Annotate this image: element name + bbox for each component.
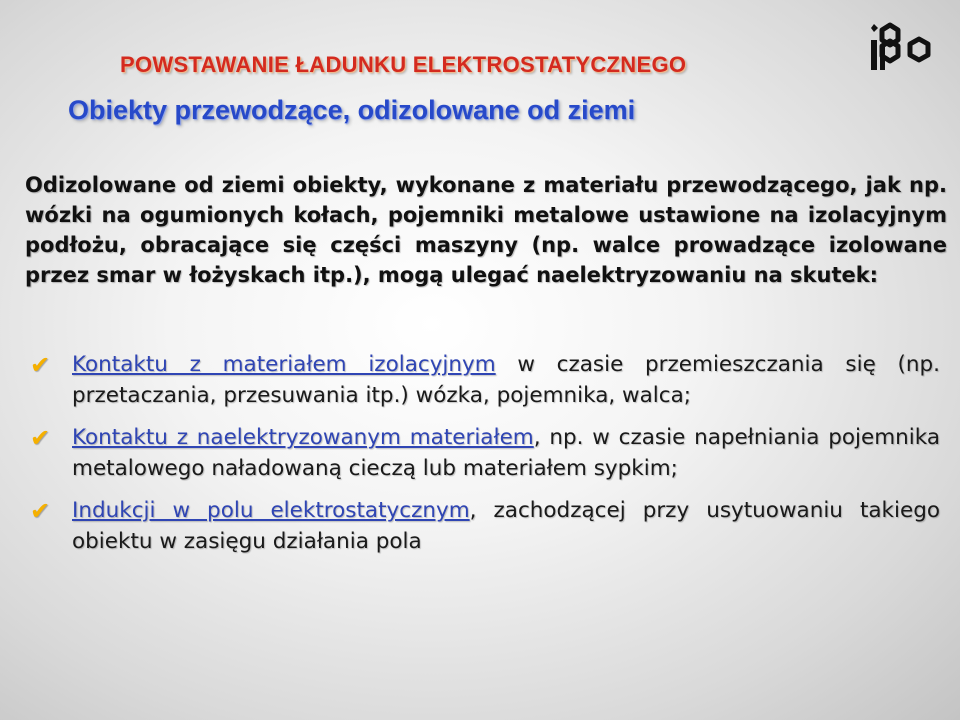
list-item <box>30 423 940 484</box>
ipo-logo-icon <box>866 14 940 74</box>
bullet-text: , zachodzącej przy usytuowaniu takiego obiektu w zasięgu działania pola <box>72 498 940 554</box>
link-contact-charged[interactable]: Kontaktu z naelektryzowanym materiałem <box>72 425 534 450</box>
slide-subtitle: Obiekty przewodzące, odizolowane od ziemi <box>68 95 636 125</box>
checkmark-icon: ✔ <box>30 497 51 525</box>
bullet-text: w czasie przemieszczania się (np. przetaczania, przesuwania itp.) wózka, pojemnika, walca; <box>72 352 940 408</box>
bullet-text: , np. w czasie napełniania pojemnika metalowego naładowaną cieczą lub materiałem sypkim; <box>72 425 941 481</box>
intro-paragraph: Odizolowane od ziemi obiekty, wykonane z materiału przewodzącego, jak np. wózki na ogumionych kołach, pojemniki metalowe ustawione na izolacyjnym podłożu, obracające się części maszyny (np. walce prowadzące izolowane przez smar w łożyskach itp.), mogą ulegać naelektryzowaniu na skutek: <box>25 173 947 287</box>
link-contact-insulating[interactable]: Kontaktu z materiałem izolacyjnym <box>72 352 496 377</box>
link-induction[interactable]: Indukcji w polu elektrostatycznym <box>72 498 470 523</box>
list-item <box>30 350 940 411</box>
checkmark-icon: ✔ <box>30 424 51 452</box>
checkmark-icon: ✔ <box>30 351 51 379</box>
bullet-list <box>30 350 940 569</box>
list-item <box>30 496 940 557</box>
slide-title: POWSTAWANIE ŁADUNKU ELEKTROSTATYCZNEGO <box>120 52 687 77</box>
